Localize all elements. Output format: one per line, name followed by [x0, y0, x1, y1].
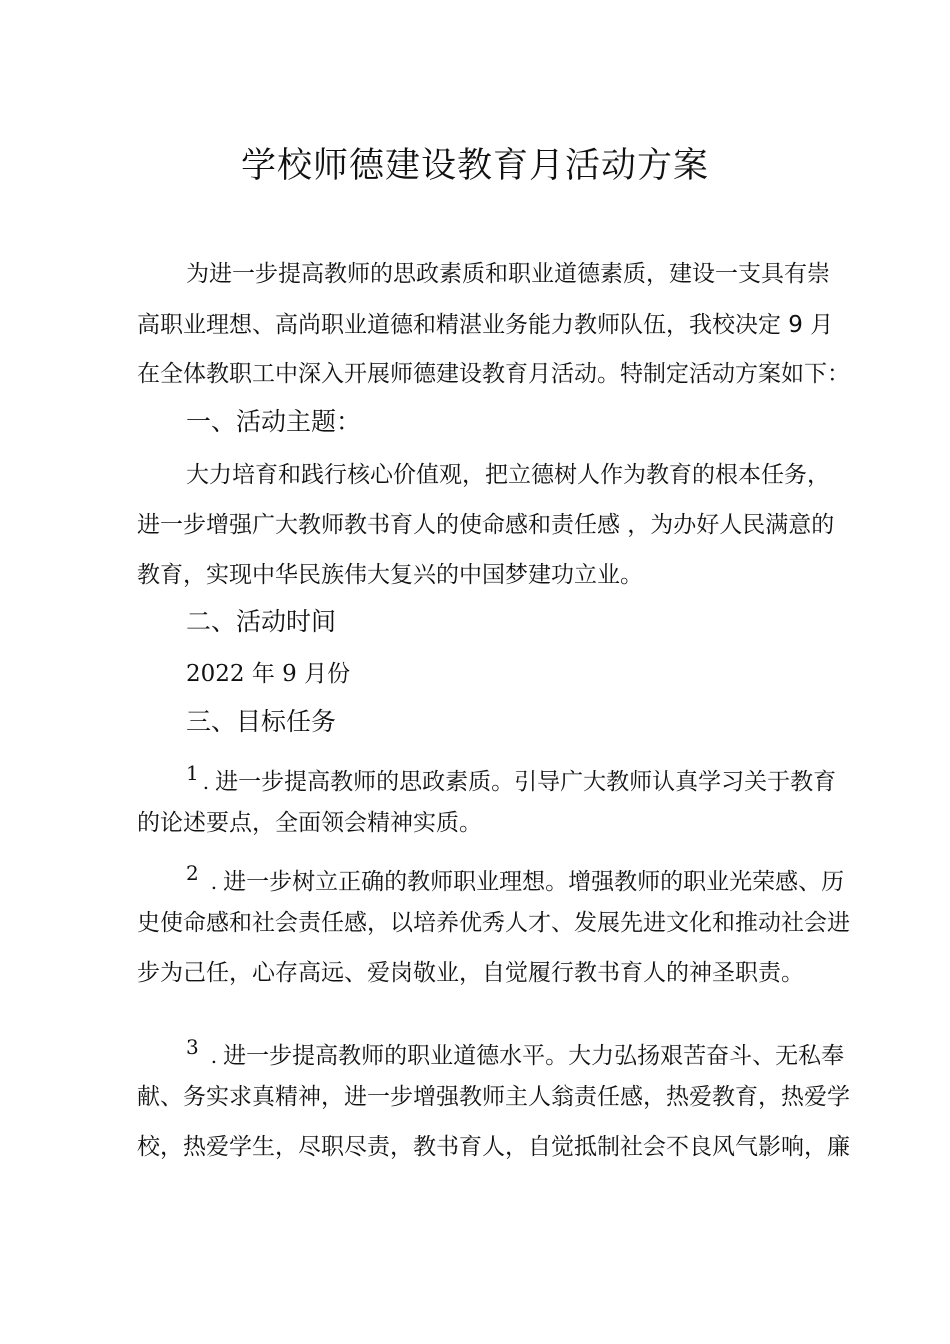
intro-line-1: 为进一步提高教师的思政素质和职业道德素质，建设一支具有崇	[186, 261, 830, 287]
document-title: 学校师德建设教育月活动方案	[240, 146, 709, 186]
goal-item-1-line-1	[186, 756, 836, 799]
goal-item-2-line-2: 史使命感和社会责任感，以培养优秀人才、发展先进文化和推动社会进	[137, 910, 850, 936]
section-heading-time: 二、活动时间	[186, 607, 337, 636]
goal-item-3-line-2: 献、务实求真精神，进一步增强教师主人翁责任感，热爱教育，热爱学	[137, 1084, 850, 1110]
goal-item-2-line-3: 步为己任，心存高远、爱岗敬业，自觉履行教书育人的神圣职责。	[137, 960, 804, 986]
goal-item-3-dot: .	[210, 1044, 218, 1068]
theme-line-1: 大力培育和践行核心价值观，把立德树人作为教育的根本任务，	[186, 462, 830, 488]
goal-item-3-line-3: 校，热爱学生，尽职尽责，教书育人，自觉抵制社会不良风气影响，廉	[137, 1134, 850, 1160]
intro-line-2: 高职业理想、高尚职业道德和精湛业务能力教师队伍，我校决定 9 月	[137, 312, 834, 338]
section-heading-theme: 一、活动主题：	[186, 407, 362, 436]
theme-line-3: 教育，实现中华民族伟大复兴的中国梦建功立业。	[137, 562, 643, 588]
goal-item-1-number: 1	[186, 761, 199, 785]
goal-item-1-text-1: 进一步提高教师的思政素质。引导广大教师认真学习关于教育	[215, 769, 837, 795]
goal-item-2-dot: .	[210, 870, 218, 894]
goal-item-1-line-2: 的论述要点，全面领会精神实质。	[137, 810, 482, 836]
goal-item-1-dot: .	[202, 770, 210, 794]
activity-date: 2022 年 9 月份	[186, 661, 351, 687]
goal-item-3-line-1	[186, 1030, 844, 1073]
section-heading-goals: 三、目标任务	[186, 707, 337, 736]
goal-item-3-number: 3	[186, 1035, 199, 1059]
goal-item-2-number: 2	[186, 861, 199, 885]
goal-item-2-line-1	[186, 856, 844, 899]
intro-line-3: 在全体教职工中深入开展师德建设教育月活动。特制定活动方案如下：	[137, 361, 850, 387]
goal-item-3-text-1: 进一步提高教师的职业道德水平。大力弘扬艰苦奋斗、无私奉	[223, 1043, 845, 1069]
theme-line-2: 进一步增强广大教师教书育人的使命感和责任感 ，为办好人民满意的	[137, 512, 835, 538]
goal-item-2-text-1: 进一步树立正确的教师职业理想。增强教师的职业光荣感、历	[223, 869, 845, 895]
